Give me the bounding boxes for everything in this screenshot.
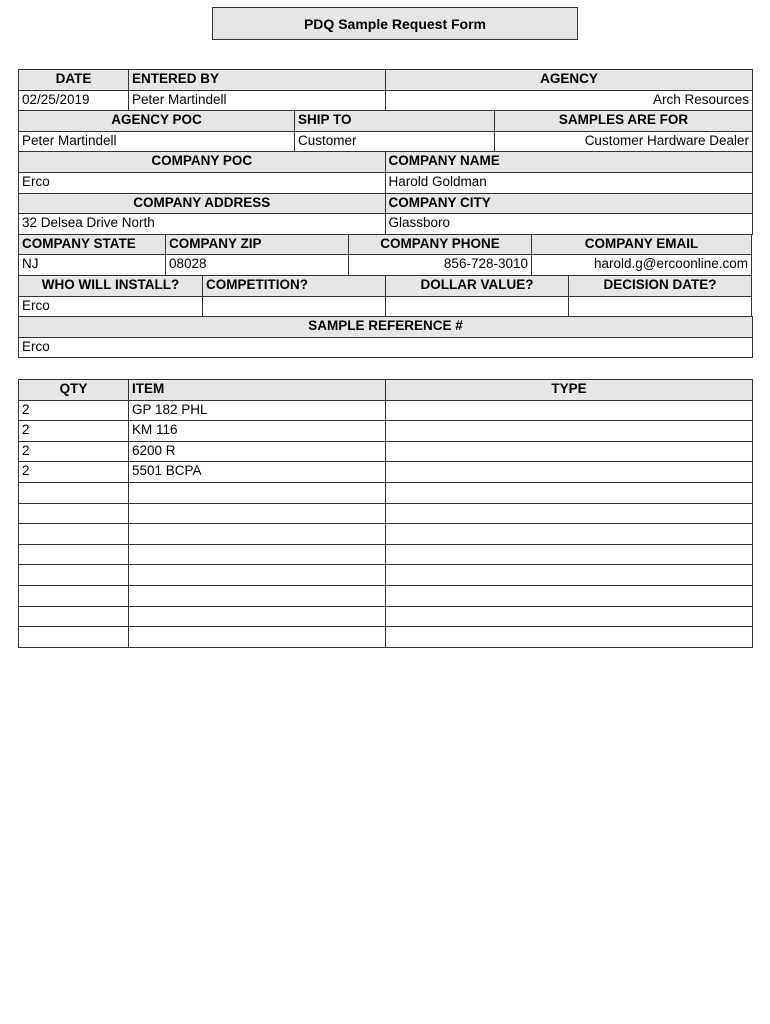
qty-header: QTY	[18, 379, 129, 401]
item-cell[interactable]	[128, 482, 386, 504]
entered-by-field[interactable]: Peter Martindell	[128, 90, 386, 112]
ship-to-field[interactable]: Customer	[294, 131, 495, 153]
qty-cell[interactable]: 2	[18, 461, 129, 483]
type-cell[interactable]	[385, 441, 753, 463]
type-cell[interactable]	[385, 544, 753, 566]
company-poc-label: COMPANY POC	[18, 151, 386, 173]
item-rows	[18, 400, 752, 647]
qty-cell[interactable]	[18, 606, 129, 628]
qty-cell[interactable]	[18, 544, 129, 566]
type-header: TYPE	[385, 379, 753, 401]
company-zip-field[interactable]: 08028	[165, 254, 349, 276]
agency-field[interactable]: Arch Resources	[385, 90, 753, 112]
samples-for-label: SAMPLES ARE FOR	[494, 110, 753, 132]
date-label: DATE	[18, 69, 129, 91]
ship-to-label: SHIP TO	[294, 110, 495, 132]
type-cell[interactable]	[385, 606, 753, 628]
qty-cell[interactable]: 2	[18, 441, 129, 463]
decision-date-field[interactable]	[568, 296, 752, 318]
company-zip-label: COMPANY ZIP	[165, 234, 349, 256]
company-email-label: COMPANY EMAIL	[531, 234, 752, 256]
item-cell[interactable]: GP 182 PHL	[128, 400, 386, 422]
type-cell[interactable]	[385, 626, 753, 648]
qty-cell[interactable]: 2	[18, 420, 129, 442]
qty-cell[interactable]	[18, 564, 129, 586]
type-cell[interactable]	[385, 564, 753, 586]
competition-label: COMPETITION?	[202, 275, 386, 297]
who-install-field[interactable]: Erco	[18, 296, 203, 318]
company-address-field[interactable]: 32 Delsea Drive North	[18, 213, 386, 235]
table-row	[18, 503, 752, 524]
type-cell[interactable]	[385, 585, 753, 607]
table-row	[18, 544, 752, 565]
qty-cell[interactable]	[18, 626, 129, 648]
entered-by-label: ENTERED BY	[128, 69, 386, 91]
decision-date-label: DECISION DATE?	[568, 275, 752, 297]
table-row	[18, 461, 752, 482]
company-address-label: COMPANY ADDRESS	[18, 193, 386, 215]
table-row	[18, 400, 752, 421]
company-name-field[interactable]: Harold Goldman	[385, 172, 754, 194]
type-cell[interactable]	[385, 482, 753, 504]
item-cell[interactable]	[128, 523, 386, 545]
dollar-value-label: DOLLAR VALUE?	[385, 275, 569, 297]
company-city-label: COMPANY CITY	[385, 193, 754, 215]
table-row	[18, 564, 752, 585]
item-cell[interactable]	[128, 544, 386, 566]
item-cell[interactable]: 5501 BCPA	[128, 461, 386, 483]
table-row	[18, 606, 752, 627]
item-cell[interactable]	[128, 564, 386, 586]
request-info-table	[18, 69, 752, 357]
type-cell[interactable]	[385, 420, 753, 442]
sample-ref-field[interactable]: Erco	[18, 337, 753, 359]
qty-cell[interactable]: 2	[18, 400, 129, 422]
samples-for-field[interactable]: Customer Hardware Dealer	[494, 131, 753, 153]
agency-poc-field[interactable]: Peter Martindell	[18, 131, 295, 153]
item-header: ITEM	[128, 379, 386, 401]
sample-ref-label: SAMPLE REFERENCE #	[18, 316, 753, 338]
item-cell[interactable]	[128, 606, 386, 628]
table-row	[18, 585, 752, 606]
items-table	[18, 379, 752, 647]
company-email-field[interactable]: harold.g@ercoonline.com	[531, 254, 752, 276]
qty-cell[interactable]	[18, 585, 129, 607]
company-poc-field[interactable]: Erco	[18, 172, 386, 194]
competition-field[interactable]	[202, 296, 386, 318]
item-cell[interactable]	[128, 503, 386, 525]
agency-poc-label: AGENCY POC	[18, 110, 295, 132]
item-cell[interactable]: 6200 R	[128, 441, 386, 463]
form-title: PDQ Sample Request Form	[212, 7, 578, 40]
type-cell[interactable]	[385, 523, 753, 545]
company-phone-label: COMPANY PHONE	[348, 234, 532, 256]
table-row	[18, 482, 752, 503]
company-city-field[interactable]: Glassboro	[385, 213, 754, 235]
dollar-value-field[interactable]	[385, 296, 569, 318]
date-field[interactable]: 02/25/2019	[18, 90, 129, 112]
table-row	[18, 523, 752, 544]
table-row	[18, 420, 752, 441]
item-cell[interactable]	[128, 585, 386, 607]
type-cell[interactable]	[385, 400, 753, 422]
company-state-label: COMPANY STATE	[18, 234, 166, 256]
company-state-field[interactable]: NJ	[18, 254, 166, 276]
agency-label: AGENCY	[385, 69, 753, 91]
qty-cell[interactable]	[18, 523, 129, 545]
company-phone-field[interactable]: 856-728-3010	[348, 254, 532, 276]
who-install-label: WHO WILL INSTALL?	[18, 275, 203, 297]
type-cell[interactable]	[385, 461, 753, 483]
qty-cell[interactable]	[18, 503, 129, 525]
item-cell[interactable]: KM 116	[128, 420, 386, 442]
company-name-label: COMPANY NAME	[385, 151, 754, 173]
table-row	[18, 626, 752, 647]
item-cell[interactable]	[128, 626, 386, 648]
type-cell[interactable]	[385, 503, 753, 525]
qty-cell[interactable]	[18, 482, 129, 504]
table-row	[18, 441, 752, 462]
